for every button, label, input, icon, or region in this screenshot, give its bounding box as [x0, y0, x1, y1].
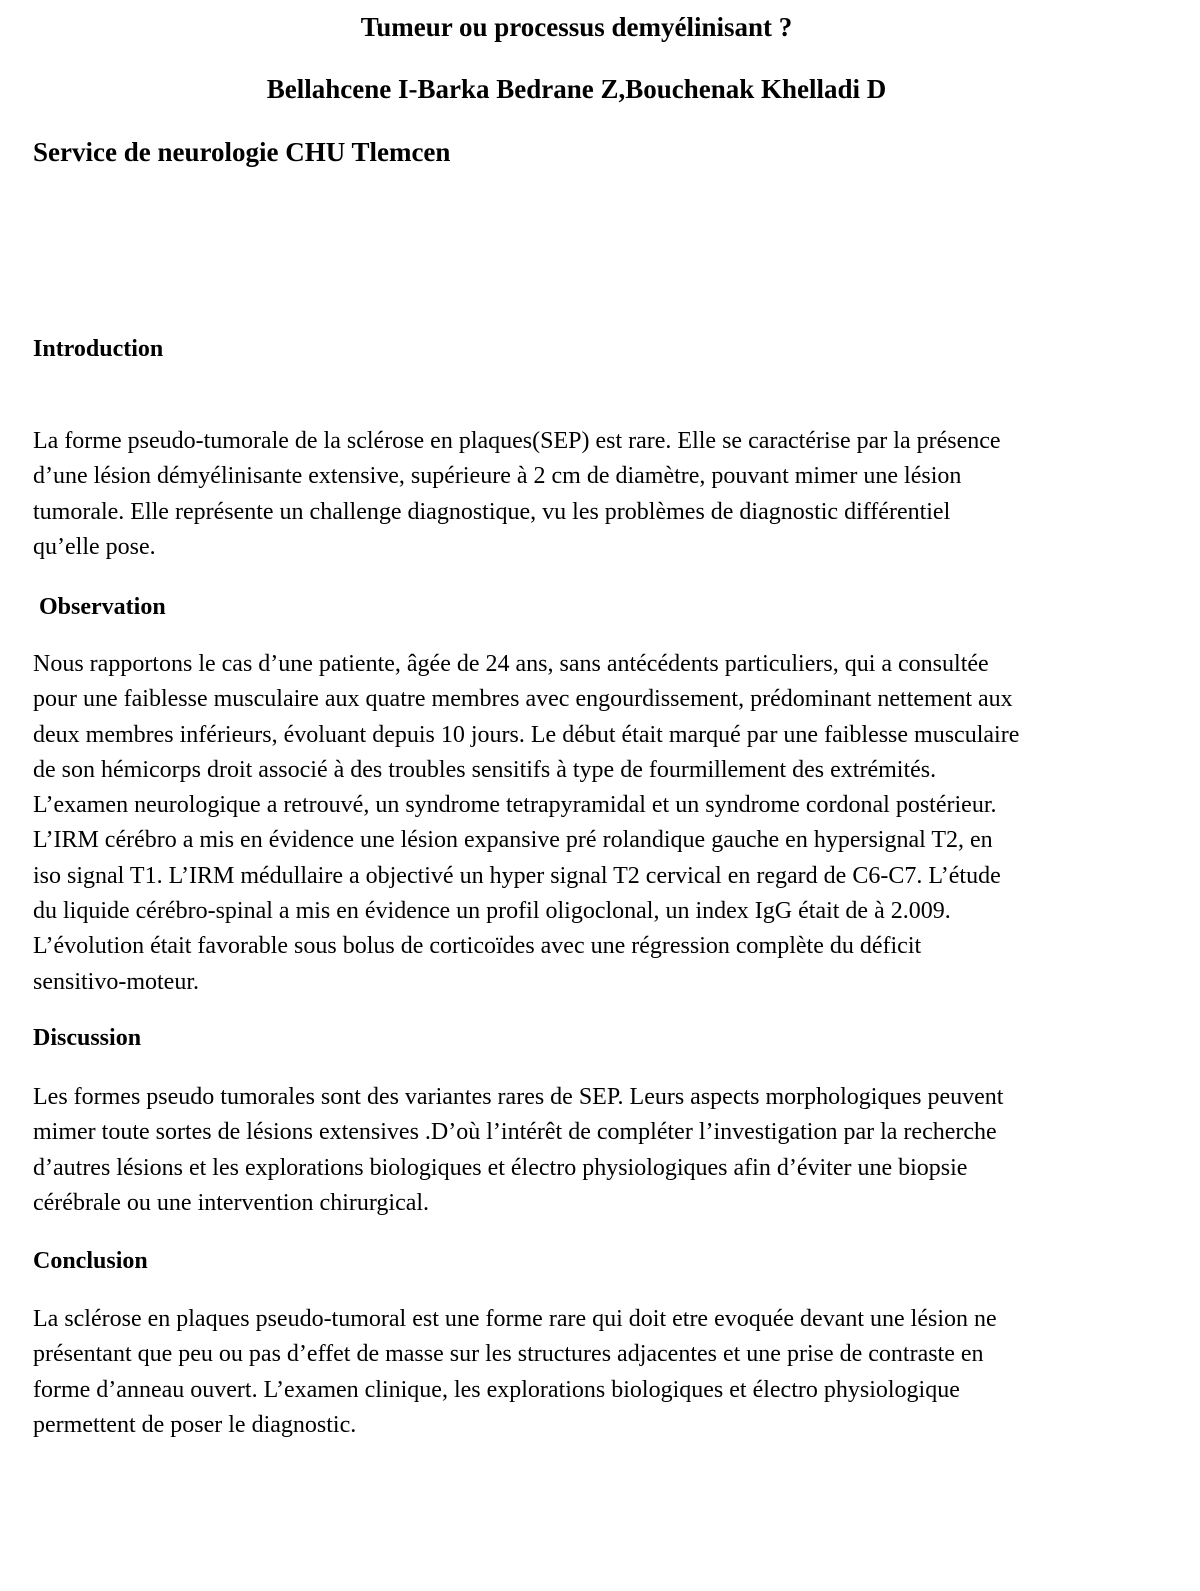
discussion-heading: Discussion — [33, 1025, 142, 1051]
document-affiliation: Service de neurologie CHU Tlemcen — [33, 137, 451, 167]
observation-paragraph: Nous rapportons le cas d’une patiente, âgée de 24 ans, sans antécédents particuliers, qui a consultée pour une faiblesse musculaire aux quatre membres avec engourdissement, prédominant nettement aux deux membres inférieurs, évoluant depuis 10 jours. Le début était marqué par une faiblesse musculaire de son hémicorps droit associé à des troubles sensitifs à type de fourmillement des extrémités. L’examen neurologique a retrouvé, un syndrome tetrapyramidal et un syndrome cordonal postérieur. L’IRM cérébro a mis en évidence une lésion expansive pré rolandique gauche en hypersignal T2, en iso signal T1. L’IRM médullaire a objectivé un hyper signal T2 cervical en regard de C6-C7. L’étude du liquide cérébro-spinal a mis en évidence un profil oligoclonal, un index IgG était de à 2.009. L’évolution était favorable sous bolus de corticoïdes avec une régression complète du déficit sensitivo-moteur. — [33, 651, 1020, 995]
document-authors: Bellahcene I-Barka Bedrane Z,Bouchenak Khelladi D — [266, 74, 887, 104]
discussion-paragraph: Les formes pseudo tumorales sont des variantes rares de SEP. Leurs aspects morphologiques peuvent mimer toute sortes de lésions extensives .D’où l’intérêt de compléter l’investigation par la recherche d’autres lésions et les explorations biologiques et électro physiologiques afin d’éviter une biopsie cérébrale ou une intervention chirurgical. — [33, 1084, 1004, 1216]
introduction-paragraph: La forme pseudo-tumorale de la sclérose en plaques(SEP) est rare. Elle se caractérise par la présence d’une lésion démyélinisante extensive, supérieure à 2 cm de diamètre, pouvant mimer une lésion tumorale. Elle représente un challenge diagnostique, vu les problèmes de diagnostic différentiel qu’elle pose. — [33, 428, 1001, 560]
conclusion-heading: Conclusion — [33, 1248, 148, 1274]
observation-heading: Observation — [39, 594, 166, 620]
introduction-heading: Introduction — [33, 336, 164, 362]
document-title: Tumeur ou processus demyélinisant ? — [360, 12, 793, 42]
conclusion-paragraph: La sclérose en plaques pseudo-tumoral est une forme rare qui doit etre evoquée devant une lésion ne présentant que peu ou pas d’effet de masse sur les structures adjacentes et une prise de contraste en forme d’anneau ouvert. L’examen clinique, les explorations biologiques et électro physiologique permettent de poser le diagnostic. — [33, 1306, 997, 1438]
